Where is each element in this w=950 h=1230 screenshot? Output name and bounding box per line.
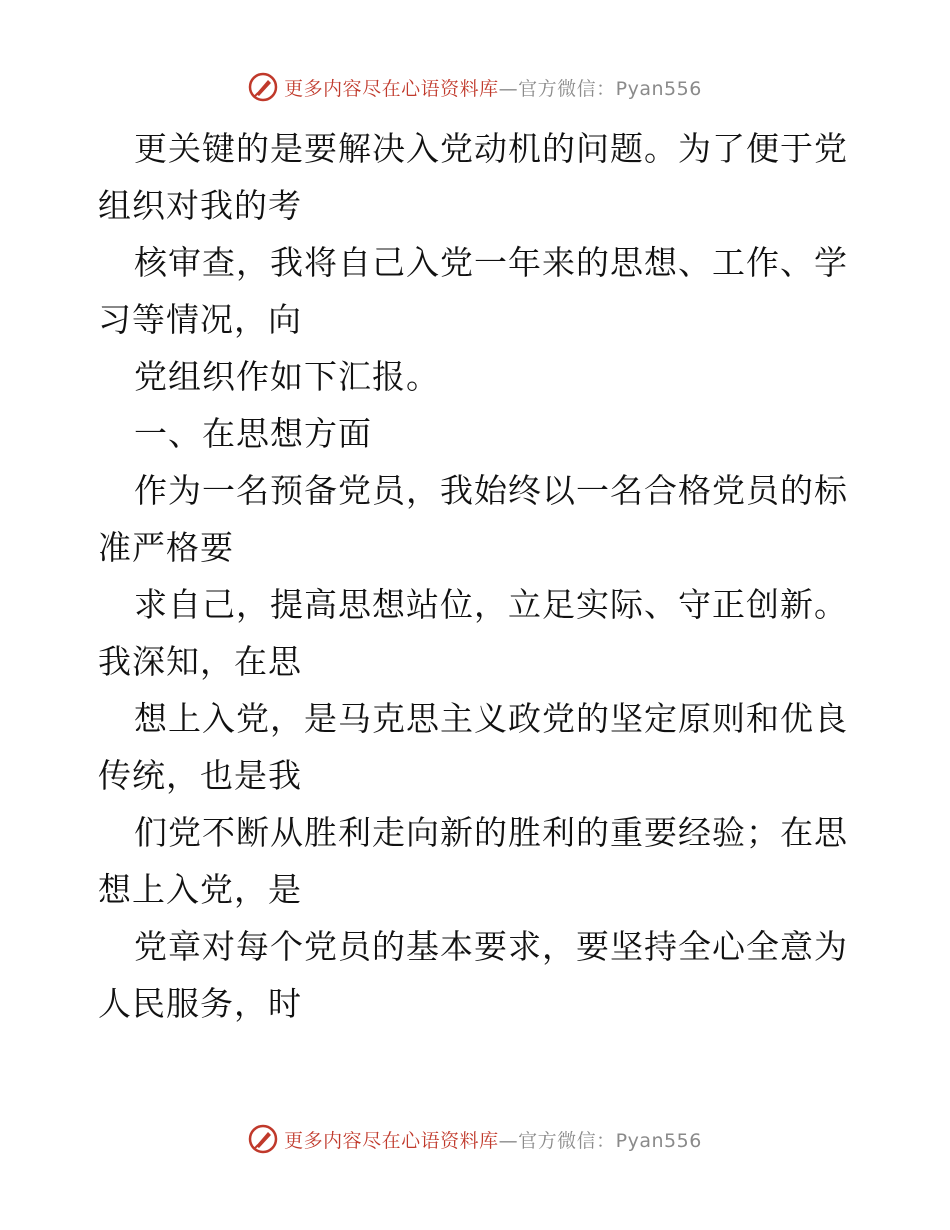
text-line: 我深知，在思 [98,642,302,681]
text-line: 核审查，我将自己入党一年来的思想、工作、学 [134,243,848,282]
document-body [98,120,858,1032]
text-line: 党组织作如下汇报。 [134,357,440,396]
quill-logo-icon [248,72,278,102]
footer-banner [0,1124,950,1154]
text-line: 想上入党，是马克思主义政党的坚定原则和优良 [134,699,848,738]
quill-logo-icon [248,1124,278,1154]
text-line: 更关键的是要解决入党动机的问题。为了便于党 [134,129,848,168]
footer-brand-text: 更多内容尽在心语资料库—官方微信：Pyan556 [284,1129,702,1152]
text-line: 传统，也是我 [98,756,302,795]
text-line: 习等情况，向 [98,300,302,339]
header-brand-text: 更多内容尽在心语资料库—官方微信：Pyan556 [284,77,702,100]
text-line: 们党不断从胜利走向新的胜利的重要经验；在思 [134,813,848,852]
header-banner [0,72,950,102]
text-line: 作为一名预备党员，我始终以一名合格党员的标 [134,471,848,510]
text-line: 准严格要 [98,528,234,567]
text-line: 组织对我的考 [98,186,302,225]
text-line: 党章对每个党员的基本要求，要坚持全心全意为 [134,927,848,966]
text-line: 求自己，提高思想站位，立足实际、守正创新。 [134,585,848,624]
text-line: 想上入党，是 [98,870,302,909]
text-line: 人民服务，时 [98,984,302,1023]
text-line: 一、在思想方面 [134,414,372,453]
